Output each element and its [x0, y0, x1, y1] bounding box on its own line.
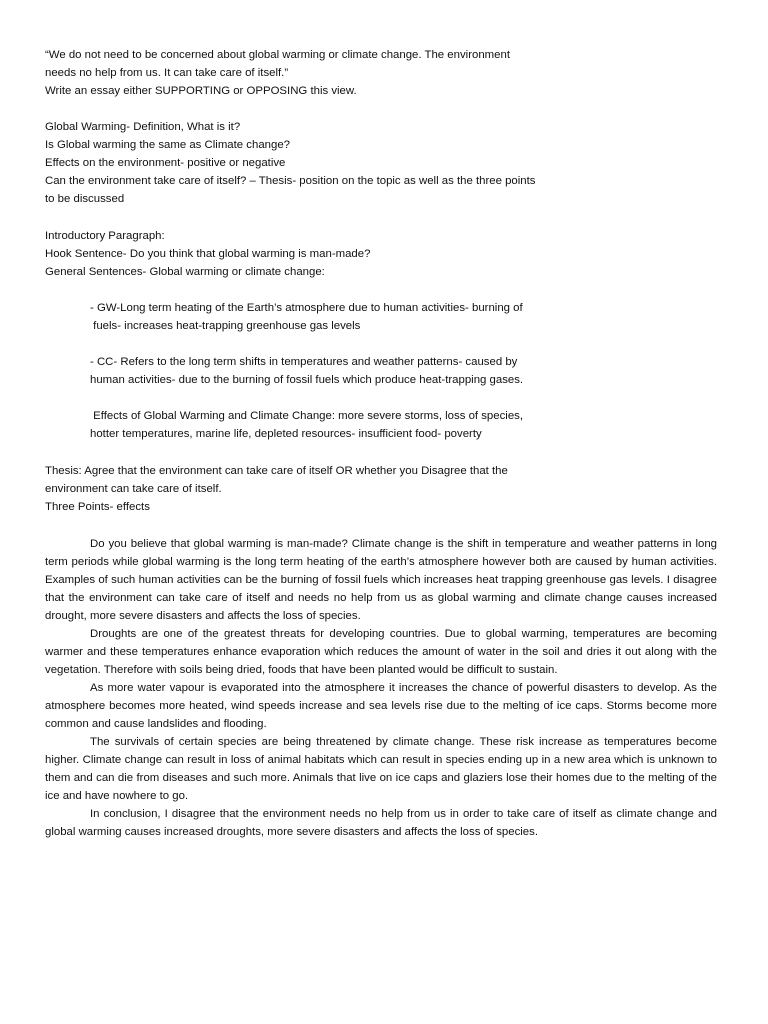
thesis-line: Thesis: Agree that the environment can take care of itself OR whether you Disagree that the [45, 465, 508, 477]
essay-paragraph-introduction: Do you believe that global warming is man-made? Climate change is the shift in temperature and weather patterns in long term periods while global warming is the long term heating of the earth’s atmosphere however both are caused by human activities. Examples of such human activities can be the burning of fossil fuels which increases heat trapping greenhouse gas levels. I disagree that the environment can take care of itself and needs no help from us as global warming and climate change causes increased drought, more severe disasters and affects the loss of species. [45, 538, 717, 622]
thesis-line: environment can take care of itself. [45, 483, 222, 495]
outline-line: Global Warming- Definition, What is it? [45, 121, 241, 133]
introductory-paragraph-notes [45, 227, 735, 281]
bullet-effects [90, 407, 710, 443]
prompt-line: “We do not need to be concerned about global warming or climate change. The environment [45, 49, 510, 61]
essay-body [45, 535, 717, 841]
essay-paragraph-droughts: Droughts are one of the greatest threats for developing countries. Due to global warming, temperatures are becoming warmer and these temperatures enhance evaporation which reduces the amount of water in the soil and dries it out along with the vegetation. Therefore with soils being dried, foods that have been planted would be difficult to sustain. [45, 628, 717, 676]
bullet-line: fuels- increases heat-trapping greenhouse gas levels [90, 320, 361, 332]
bullet-line: hotter temperatures, marine life, depleted resources- insufficient food- poverty [90, 428, 482, 440]
bullet-line: - CC- Refers to the long term shifts in temperatures and weather patterns- caused by [90, 356, 518, 368]
essay-paragraph-conclusion: In conclusion, I disagree that the environment needs no help from us in order to take care of itself as climate change and global warming causes increased droughts, more severe disasters and affects the loss of species. [45, 808, 717, 838]
thesis-line: Three Points- effects [45, 501, 150, 513]
outline-line: Is Global warming the same as Climate change? [45, 139, 291, 151]
bullet-line: - GW-Long term heating of the Earth’s atmosphere due to human activities- burning of [90, 302, 523, 314]
prompt-line: Write an essay either SUPPORTING or OPPOSING this view. [45, 85, 357, 97]
bullet-global-warming [90, 299, 710, 335]
intro-line: Hook Sentence- Do you think that global warming is man-made? [45, 248, 371, 260]
prompt-line: needs no help from us. It can take care of itself.” [45, 67, 289, 79]
outline-questions [45, 118, 735, 208]
bullet-line: Effects of Global Warming and Climate Change: more severe storms, loss of species, [90, 410, 524, 422]
outline-line: to be discussed [45, 193, 125, 205]
bullet-climate-change [90, 353, 710, 389]
intro-line: General Sentences- Global warming or climate change: [45, 266, 325, 278]
thesis-notes [45, 462, 735, 516]
essay-paragraph-disasters: As more water vapour is evaporated into the atmosphere it increases the chance of powerful disasters to develop. As the atmosphere becomes more heated, wind speeds increase and sea levels rise due to the melting of ice caps. Storms become more common and cause landslides and flooding. [45, 682, 717, 730]
essay-paragraph-species: The survivals of certain species are being threatened by climate change. These risk increase as temperatures become higher. Climate change can result in loss of animal habitats which can result in species ending up in a new area which is unknown to them and can die from diseases and such more. Animals that live on ice caps and glaziers lose their homes due to the melting of the ice and have nowhere to go. [45, 736, 717, 802]
essay-prompt [45, 46, 735, 100]
intro-line: Introductory Paragraph: [45, 230, 165, 242]
outline-line: Can the environment take care of itself? – Thesis- position on the topic as well as the three points [45, 175, 536, 187]
outline-line: Effects on the environment- positive or negative [45, 157, 286, 169]
bullet-line: human activities- due to the burning of fossil fuels which produce heat-trapping gases. [90, 374, 524, 386]
